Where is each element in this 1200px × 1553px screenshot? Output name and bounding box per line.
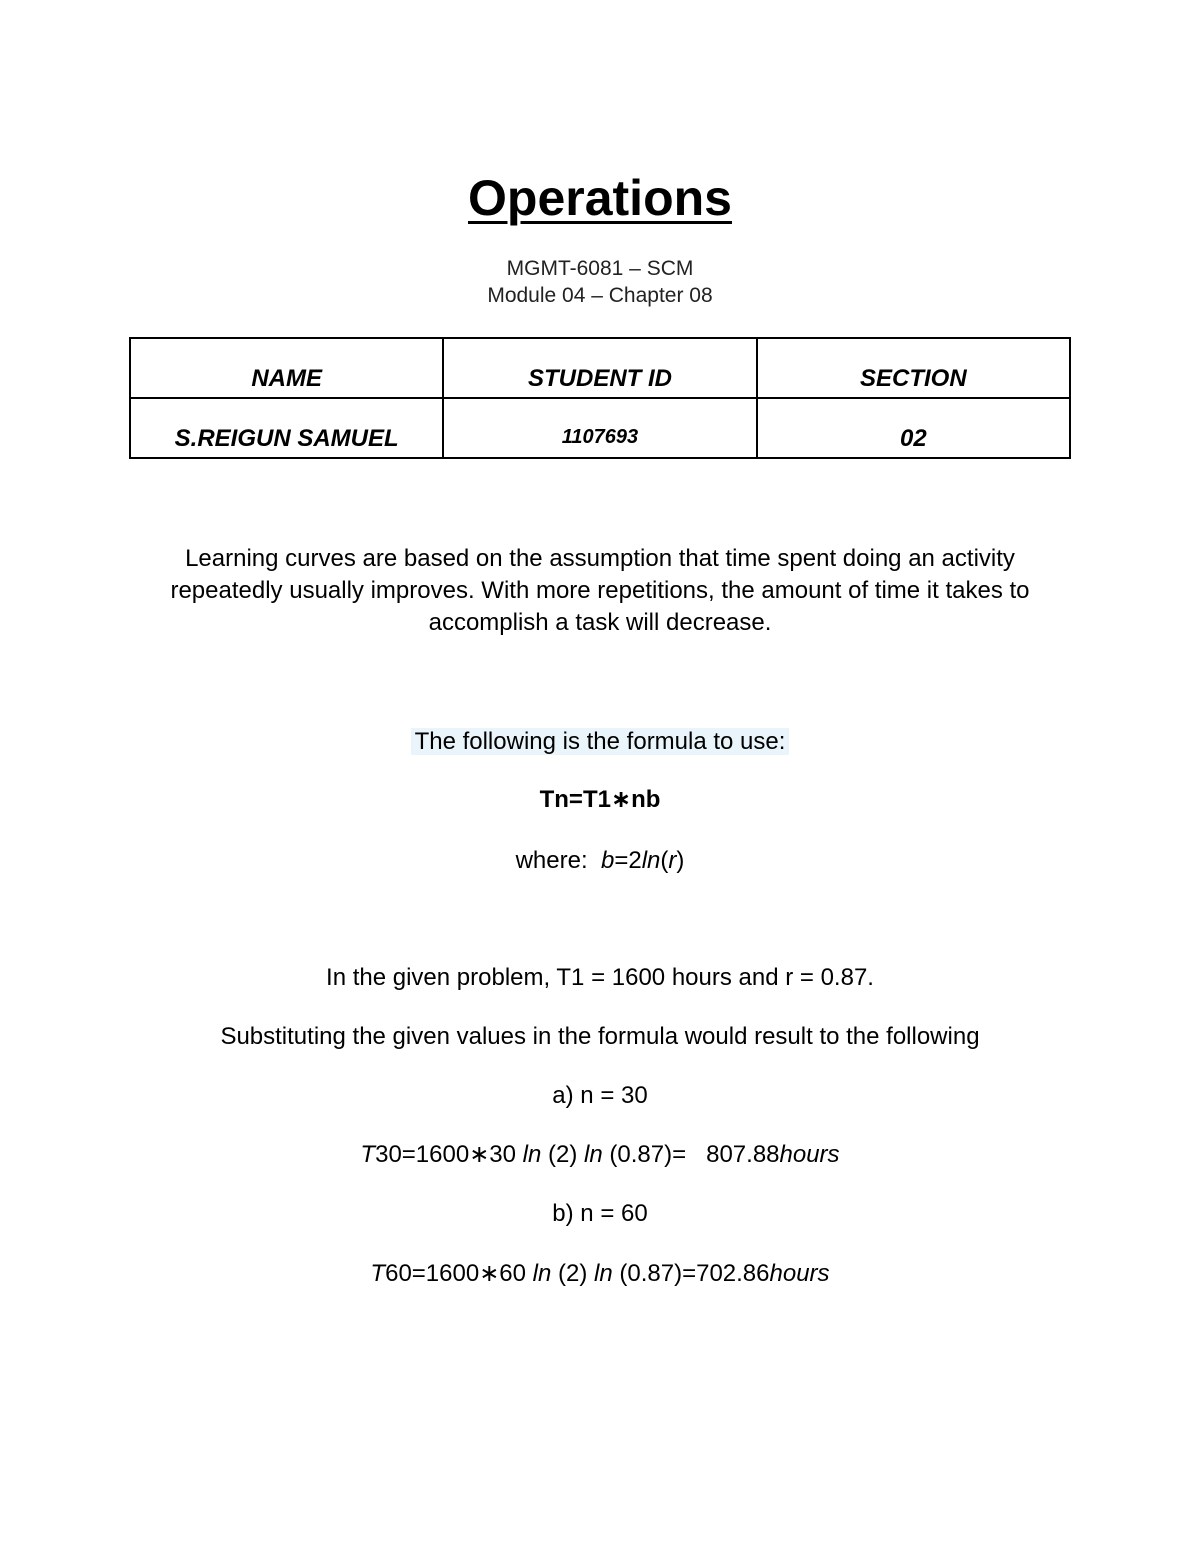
substitution-text: Substituting the given values in the formula would result to the following xyxy=(220,1023,980,1050)
formula-intro-line xyxy=(0,726,1200,758)
part-a-t: T xyxy=(360,1141,376,1168)
part-b-unit: hours xyxy=(769,1260,830,1287)
part-a-equation xyxy=(0,1139,1200,1171)
part-a-result: (0.87)= 807.88 xyxy=(602,1141,780,1168)
part-b-expr1: 60=1600∗60 xyxy=(385,1260,533,1287)
table-row xyxy=(130,398,1070,458)
page-title: Operations xyxy=(468,170,732,226)
given-values: In the given problem, T1 = 1600 hours and r = 0.87. xyxy=(326,964,874,991)
intro-paragraph: Learning curves are based on the assumption that time spent doing an activity repeatedly usually improves. With more repetitions, the amount of time it takes to accomplish a task will decrease. xyxy=(170,545,1030,636)
student-name-cell: S.REIGUN SAMUEL xyxy=(130,398,443,458)
where-r: r xyxy=(668,847,677,874)
section-cell: 02 xyxy=(757,398,1070,458)
part-b-label: b) n = 60 xyxy=(552,1200,648,1227)
where-close: ) xyxy=(676,847,685,874)
module-chapter: Module 04 – Chapter 08 xyxy=(487,284,713,307)
part-a-mid: (2) xyxy=(541,1141,585,1168)
where-b: b xyxy=(600,847,615,874)
where-open: ( xyxy=(660,847,669,874)
where-line xyxy=(0,845,1200,877)
part-a-unit: hours xyxy=(779,1141,840,1168)
name-header: NAME xyxy=(130,338,443,398)
student-info-table xyxy=(129,337,1071,459)
course-code: MGMT-6081 – SCM xyxy=(506,257,694,280)
part-a-expr1: 30=1600∗30 xyxy=(375,1141,523,1168)
where-eq: =2 xyxy=(614,847,642,874)
where-ln: ln xyxy=(641,847,661,874)
student-id-cell: 1107693 xyxy=(443,398,756,458)
where-label: where: xyxy=(515,847,588,874)
part-a-ln2: ln xyxy=(584,1141,603,1168)
part-b-ln2: ln xyxy=(594,1260,613,1287)
part-a-ln1: ln xyxy=(522,1141,542,1168)
part-b-result: (0.87)=702.86 xyxy=(612,1260,770,1287)
part-b-equation xyxy=(0,1258,1200,1290)
section-header: SECTION xyxy=(757,338,1070,398)
part-b-ln1: ln xyxy=(532,1260,552,1287)
part-b-mid: (2) xyxy=(551,1260,595,1287)
part-a-label: a) n = 30 xyxy=(552,1082,648,1109)
table-header-row xyxy=(130,338,1070,398)
formula-intro: The following is the formula to use: xyxy=(411,728,790,755)
part-b-t: T xyxy=(370,1260,386,1287)
student-id-header: STUDENT ID xyxy=(443,338,756,398)
learning-curve-formula: Tn=T1∗nb xyxy=(539,786,661,813)
